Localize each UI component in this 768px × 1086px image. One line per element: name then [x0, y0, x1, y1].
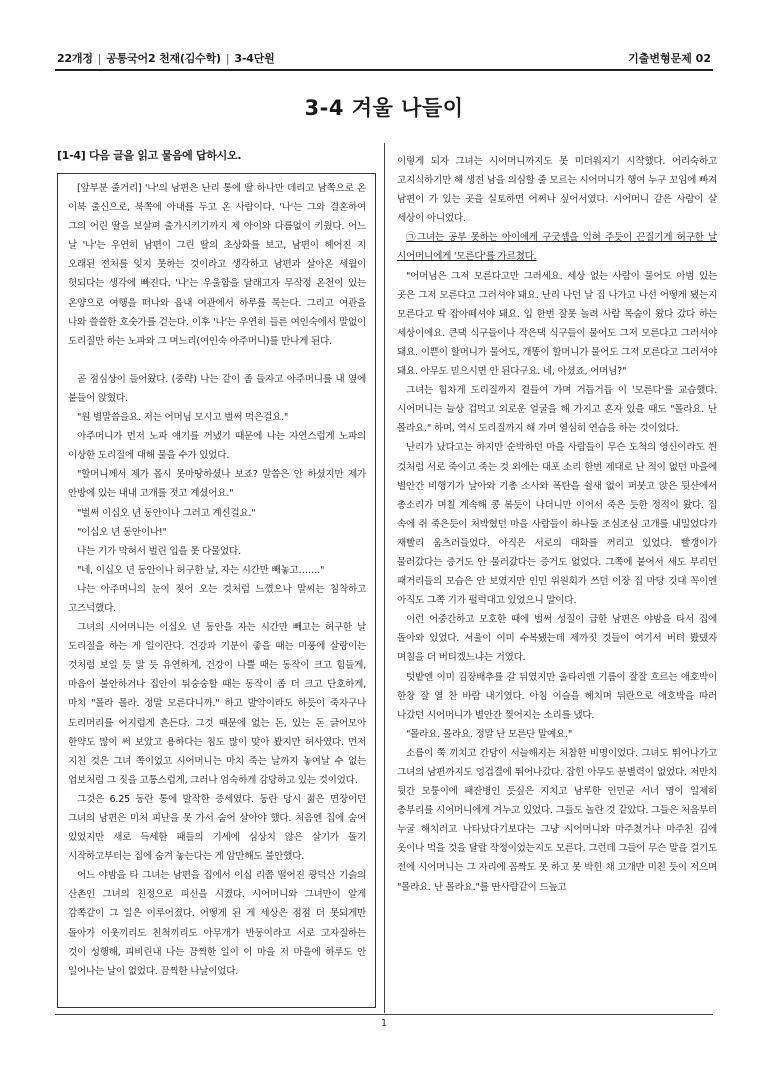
passage-paragraph: 곧 점심상이 들어왔다. (중략) 나는 같이 좀 들자고 아주머니를 내 옆에 붙들어 앉혔다.: [68, 373, 366, 404]
passage-paragraph: 그녀는 힘차게 도리질까지 곁들여 가며 거듭거듭 이 '모른다'를 교습했다. 시어머니는 늘상 겁먹고 외로운 얼굴을 해 가지고 혼자 있을 때도 "몰라요. 난 몰라요." 하며, 역시 도리질까지 해 가며 열심히 연습을 하는 것이었다.: [397, 385, 717, 435]
passage-paragraph: 나는 기가 막혀서 벌린 입을 못 다물었다.: [77, 545, 241, 557]
passage-paragraph: 그것은 6.25 동란 통에 발작한 증세였다. 동란 당시 젊은 면장이던 그녀의 남편은 미처 피난을 못 가서 숨어 살아야 했다. 처음엔 집에 숨어 있었지만 새로 득세한 패들의 기세에 심상치 않은 살기가 돌기 시작하고부터는 집에 숨겨 놓는다는 게 암만해도 불안했다.: [68, 793, 366, 863]
passage-paragraph: "할머니께서 제가 몹시 못마땅하셨나 보죠? 말씀은 안 하셨지만 제가 안방에 있는 내내 고개를 젓고 계셨어요.": [68, 469, 366, 500]
passage-paragraph: "네, 이십오 년 동안이나 허구한 날, 자는 시간만 빼놓고…….": [77, 564, 325, 576]
passage-paragraph: 어느 야밤을 타 그녀는 남편을 집에서 이십 리쯤 떨어진 광덕산 기슭의 산촌인 그녀의 친정으로 피신을 시켰다. 시어머니와 그녀만이 알게 감쪽같이 그 일은 이루어졌다. 어떻게 된 게 세상은 점점 더 못되게만 돌아가 이웃끼리도 친척끼리도 아무개가 반동이라고 서로 고자질하는 것이 성행해, 피비린내 나는 끔찍한 일이 이 마을 저 마을에 하루도 안 일어나는 날이 없었다. 끔찍한 나날이었다.: [68, 870, 366, 977]
passage-paragraph: 이렇게 되자 그녀는 시어머니까지도 못 미더워지기 시작했다. 어리숙하고 고지식하기만 해 생전 남을 의심할 줄 모르는 시어머니가 행여 누구 꼬임에 빠져 남편이 가 있는 곳을 실토하면 어쩌나 싶어서였다. 시어머니 같은 사람이 살 세상이 아니었다.: [397, 156, 717, 225]
passage-column-right: [397, 152, 717, 1012]
passage-paragraph: 아주머니가 먼저 노파 얘기를 꺼냈기 때문에 나는 자연스럽게 노파의 이상한 도리질에 대해 물을 수가 있었다.: [68, 431, 366, 462]
question-instruction: [1-4] 다음 글을 읽고 물음에 답하시오.: [57, 149, 242, 162]
passage-paragraph: 소름이 쭉 끼치고 간담이 서늘해지는 처참한 비명이었다. 그녀도 뛰어나가고 그녀의 남편까지도 엉겁결에 뛰어나갔다. 잡힌 아무도 분별력이 없었다. 저만치 뒷간 모퉁이에 패잔병인 듯싶은 지치고 남루한 인민군 서너 명이 일제히 총부리를 시어머니에게 겨누고 있었다. 그들도 놀란 것 같았다. 그들은 처음부터 누굴 해치러고 나타났다기보다는 그냥 시어머니와 마주쳤거나 마주친 김에 옷이나 먹을 것을 달랄 작정이었는지도 모른다. 그런데 그들이 무슨 말을 걸기도 전에 시어머니는 그 자리에 꼼짝도 못 하고 못 박힌 채 고개만 미친 듯이 저으며 "몰라요. 난 몰라요."를 딴사람같이 드높고: [397, 747, 717, 893]
passage-paragraph: "이십오 년 동안이나!": [77, 526, 167, 538]
header-course-info: 22개정 | 공통국어2 천재(김수학) | 3-4단원: [57, 52, 275, 65]
header-course: 공통국어2 천재(김수학): [106, 52, 221, 65]
passage-paragraph: "어머님은 그저 모른다고만 그러세요. 세상 없는 사람이 물어도 아범 있는 곳은 그저 모른다고 그러셔야 돼요. 난리 나던 날 집 나가고 나선 어떻게 됐는지 모른다고 딱 잡아떼셔야 돼요. 입 한번 잘못 놀려 사람 목숨이 왔다 갔다 하는 세상이에요. 큰댁 식구들이나 작은댁 식구들이 물어도 그저 모른다고 그러셔야 돼요. 이쁜이 할머니가 물어도, 개똥이 할머니가 물어도 그저 모른다고 그러셔야 돼요. 아무도 믿으시면 안 된다구요. 네, 아셨죠, 어머님?": [397, 270, 717, 378]
passage-paragraph: 난리가 났다고는 하지만 순박하던 마을 사람들이 무슨 도척의 영신이라도 씐 것처럼 서로 죽이고 죽는 것 외에는 대포 소리 한번 제대로 난 적이 없던 마을에 별안간 비행기가 날아와 기총 소사와 폭탄을 쉴새 없이 퍼붓고 앉은 뒷산에서 총소리가 며칠 계속해 콩 볶듯이 나더니만 이어서 죽은 듯한 정적이 왔다. 집 속에 쥐 죽은듯이 처박혔던 마을 사람들이 하나둘 조심조심 고개를 내밀었다가 재빨리 움츠러들었다. 아직은 서로의 대화를 꺼리고 있었다. 빨갱이가 물러갔다는 증거도 안 물러갔다는 증거도 없었다. 그쪽에 붙어서 세도 부리던 패거리들의 모습은 안 보였지만 인민 위원회가 쓰던 이장 집 마당 깃대 꼭이엔 아직도 그쪽 기가 펄럭대고 있었으니 말이다.: [397, 442, 717, 607]
passage-paragraph: 텃밭엔 이미 김장배추를 갈 뒤였지만 울타리엔 기름이 잘잘 흐르는 애호박이 한창 잘 열 찬 바람 내기였다. 아침 이슬을 헤치며 뒤란으로 애호박을 따러 나갔던 시어머니가 별안간 찢어지는 소리를 냈다.: [397, 671, 717, 721]
footer-rule: [55, 1014, 713, 1015]
page-title: 3-4 겨울 나들이: [304, 96, 464, 120]
passage-box-left: [57, 173, 376, 1008]
header-grade: 22개정: [57, 52, 93, 65]
header-unit: 3-4단원: [234, 52, 275, 65]
passage-paragraph: 나는 아주머니의 눈이 젖어 오는 것처럼 느꼈으나 말씨는 침착하고 고즈넉했다.: [68, 583, 366, 614]
underlined-passage-a: ㉠그녀는 공부 못하는 아이에게 구굿셈을 익혀 주듯이 끈질기게 허구한 날 시어머니에게 '모른다'를 가르쳤다.: [397, 232, 717, 263]
passage-paragraph: 그녀의 시어머니는 이십오 년 동안을 자는 시간만 빼고는 허구한 날 도리질을 하는 게 일이란다. 건강과 기분이 좋을 때는 미풍에 살랑이는 것처럼 보일 듯 말 듯 유연하게, 건강이 나쁠 때는 동작이 크고 힘들게, 마음이 불안하거나 집안이 뒤숭숭할 때는 동작이 좀 더 크고 단호하게, 마치 "몰라 몰라. 정말 모른다니까." 하고 발악이라도 하듯이 죽자구나 도리머리를 어지럽게 흔든다. 그것 때문에 없는 돈, 있는 돈 긁어모아 한약도 많이 써 보았고 용하다는 침도 많이 맞아 봤지만 허사였다. 먼저 지친 것은 그녀 쪽이었고 시어머니는 마치 죽는 날까지 놓여날 수 없는 업보처럼 그 짓을 고통스럽게, 그러나 엄숙하게 감당하고 있는 것이었다.: [68, 622, 366, 786]
header-rule: [55, 69, 713, 71]
passage-paragraph: 이런 어중간하고 모호한 때에 벌써 성질이 급한 남편은 야밤을 타서 집에 돌아와 있었다. 서울이 이미 수복됐는데 제까짓 것들이 여기서 버텨 봤댔자 며칠을 더 버티겠느냐는 거였다.: [397, 614, 717, 664]
header-exam-label: 기출변형문제 02: [628, 52, 711, 65]
column-divider: [384, 143, 385, 1013]
page-number: 1: [380, 1018, 388, 1029]
passage-paragraph: "몰라요. 몰라요. 정말 난 모른단 말예요.": [406, 728, 572, 740]
passage-paragraph: "원 별말씀을요. 저는 어머님 모시고 벌써 먹은걸요.": [77, 412, 289, 424]
passage-paragraph: "벌써 이십오 년 동안이나 그러고 계신걸요.": [77, 507, 256, 519]
passage-summary: [앞부분 줄거리] '나'의 남편은 난리 통에 딸 하나만 데리고 남쪽으로 온 이북 출신으로, 북쪽에 아내를 두고 온 사람이다. '나'는 그와 결혼하여 그의 어린 딸을 보살펴 출가시키기까지 제 아이와 다름없이 키웠다. 어느 날 '나'는 우연히 남편이 그린 딸의 초상화를 보고, 남편이 헤어진 지 오래된 전처를 잊지 못하는 것이라고 생각하고 남편과 살아온 세월이 헛되다는 생각에 빠진다. '나'는 우울함을 달래고자 무작정 온천이 있는 온양으로 여행을 떠나와 읍내 여관에서 하루를 묵는다. 그리고 여관을 나와 쓸쓸한 호숫가를 걷는다. 이후 '나'는 우연히 들른 여인숙에서 말없이 도리질만 하는 노파와 그 며느리(여인숙 아주머니)를 만나게 된다.: [68, 183, 366, 347]
